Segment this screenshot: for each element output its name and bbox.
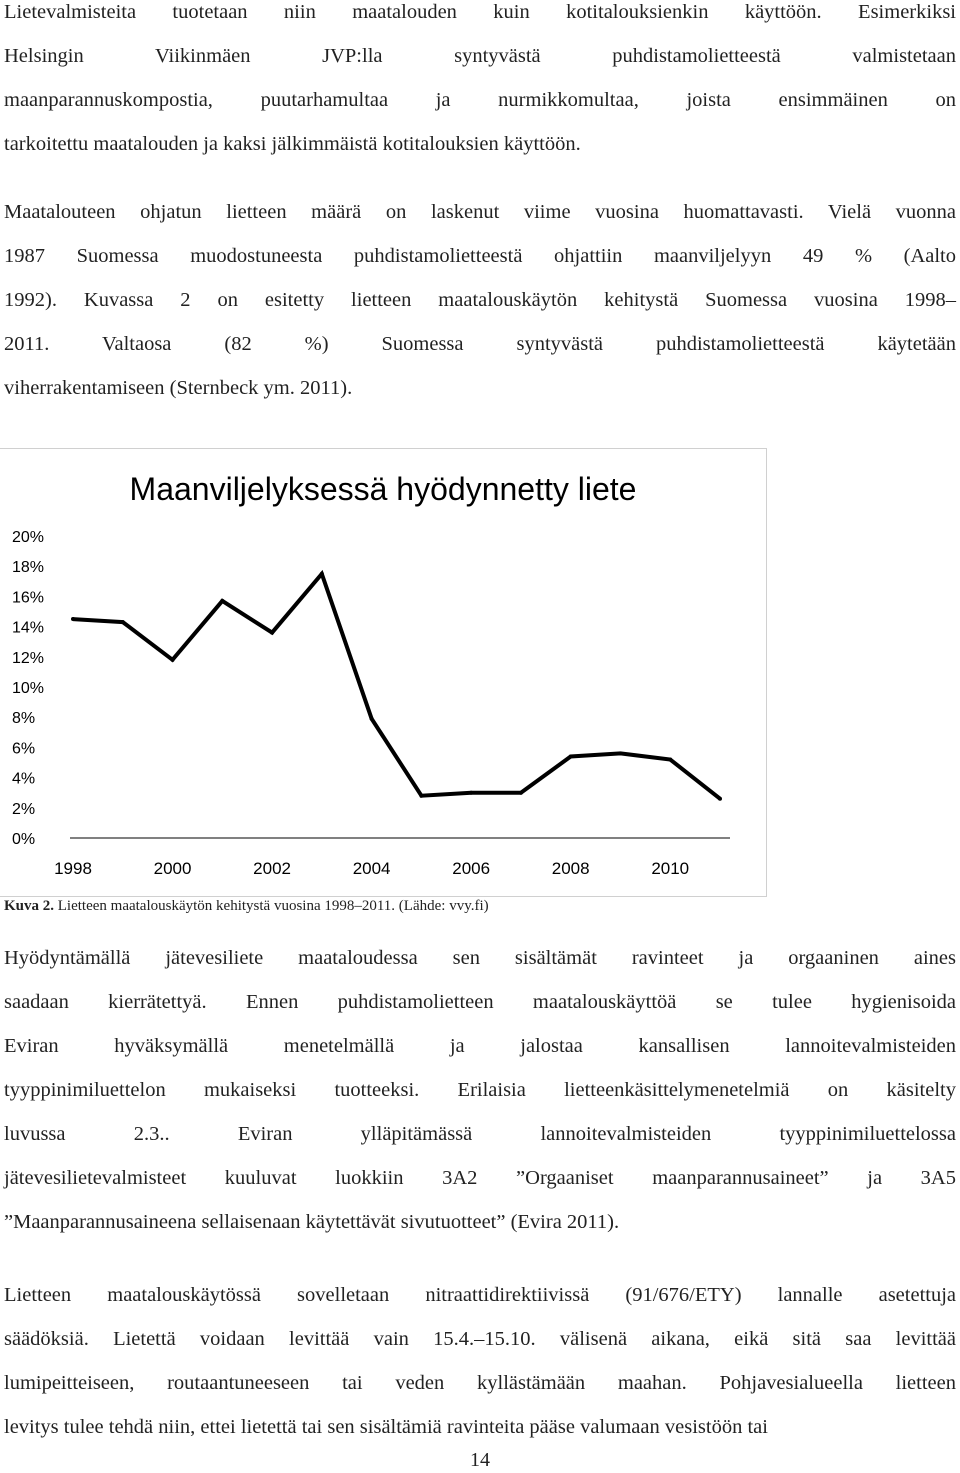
x-tick-label: 2008 [551,859,590,878]
paragraph-regulations [4,1273,956,1449]
text-line: 2011. Valtaosa (82 %) Suomessa syntyvästä puhdistamolietteestä käytetään [4,333,956,355]
data-point [618,751,622,755]
data-point [370,717,374,721]
page-number: 14 [470,1449,490,1471]
text-line: Hyödyntämällä jätevesiliete maataloudessa sen sisältämät ravinteet ja orgaaninen aines [4,947,956,969]
text-line: Eviran hyväksymällä menetelmällä ja jalostaa kansallisen lannoitevalmisteiden [4,1035,956,1057]
x-tick-label: 2002 [253,859,291,878]
data-point [320,572,324,576]
data-point [469,791,473,795]
text-line: levitys tulee tehdä niin, ettei lietettä tai sen sisältämiä ravinteita pääse valumaan vesistöön tai [4,1416,768,1438]
y-tick-label: 12% [12,649,45,667]
text-line: viherrakentamiseen (Sternbeck ym. 2011). [4,377,353,399]
caption-label: Kuva 2. [4,898,55,914]
x-tick-label: 2010 [651,859,690,878]
x-tick-label: 2006 [452,859,491,878]
y-tick-label: 6% [12,740,36,758]
text-line: 1987 Suomessa muodostuneesta puhdistamolietteestä ohjattiin maanviljelyyn 49 % (Aalto [4,245,956,267]
data-point [71,617,75,621]
data-point [220,599,224,603]
text-line: 1992). Kuvassa 2 on esitetty lietteen maatalouskäytön kehitystä Suomessa vuosina 1998– [4,289,956,311]
y-axis [12,529,44,848]
text-line: ”Maanparannusaineena sellaisenaan käytettävät sivutuotteet” (Evira 2011). [4,1211,620,1233]
data-point [270,631,274,635]
y-tick-label: 0% [12,831,36,848]
x-tick-label: 2000 [153,859,192,878]
x-axis [54,859,689,878]
x-tick-label: 1998 [54,859,92,878]
text-line: säädöksiä. Lietettä voidaan levittää vain 15.4.–15.10. välisenä aikana, eikä sitä saa levittää [4,1328,956,1350]
data-point [569,754,573,758]
y-tick-label: 2% [12,800,36,818]
y-tick-label: 16% [12,589,45,607]
text-line: Maatalouteen ohjatun lietteen määrä on laskenut viime vuosina huomattavasti. Vielä vuonna [4,201,956,223]
caption-text: Lietteen maatalouskäytön kehitystä vuosina 1998–2011. (Lähde: vvy.fi) [54,898,489,914]
text-line: tarkoitettu maatalouden ja kaksi jälkimmäistä kotitalouksien käyttöön. [4,133,581,155]
data-point [171,658,175,662]
y-tick-label: 4% [12,770,36,788]
text-line: luvussa 2.3.. Eviran ylläpitämässä lannoitevalmisteiden tyyppinimiluettelossa [4,1123,956,1145]
text-line: Helsingin Viikinmäen JVP:lla syntyvästä puhdistamolietteestä valmistetaan [4,45,956,67]
data-point [668,757,672,761]
x-tick-label: 2004 [352,859,391,878]
text-line: Lietteen maatalouskäytössä sovelletaan nitraattidirektiivissä (91/676/ETY) lannalle asetettuja [4,1284,956,1306]
y-tick-label: 18% [12,559,45,577]
text-line: saadaan kierrätettyä. Ennen puhdistamolietteen maatalouskäyttöä se tulee hygienisoida [4,991,956,1013]
text-line: tyyppinimiluettelon mukaiseksi tuotteeksi. Erilaisia lietteenkäsittelymenetelmiä on käsitelty [4,1079,956,1101]
data-point [519,791,523,795]
text-line: lumipeitteiseen, routaantuneeseen tai veden kyllästämään maahan. Pohjavesialueella lietteen [4,1372,956,1394]
data-point [121,620,125,624]
text-line: Lietevalmisteita tuotetaan niin maatalouden kuin kotitalouksienkin käyttöön. Esimerkiksi [4,1,956,23]
y-tick-label: 10% [12,680,45,697]
y-tick-label: 8% [12,710,36,728]
series-line [73,574,720,799]
paragraph-decline [4,190,956,410]
data-points [71,572,722,801]
text-line: maanparannuskompostia, puutarhamultaa ja nurmikkomultaa, joista ensimmäinen on [4,89,956,111]
sludge-usage-chart [0,448,780,895]
paragraph-intro [4,0,956,166]
data-point [718,797,722,801]
paragraph-recycling [4,936,956,1244]
text-line: jätevesilietevalmisteet kuuluvat luokkiin 3A2 ”Orgaaniset maanparannusaineet” ja 3A5 [4,1167,956,1189]
chart-title: Maanviljelyksessä hyödynnetty liete [129,471,637,507]
y-tick-label: 14% [12,619,45,637]
y-tick-label: 20% [12,529,45,546]
figure-caption [4,898,489,915]
data-point [419,794,423,798]
